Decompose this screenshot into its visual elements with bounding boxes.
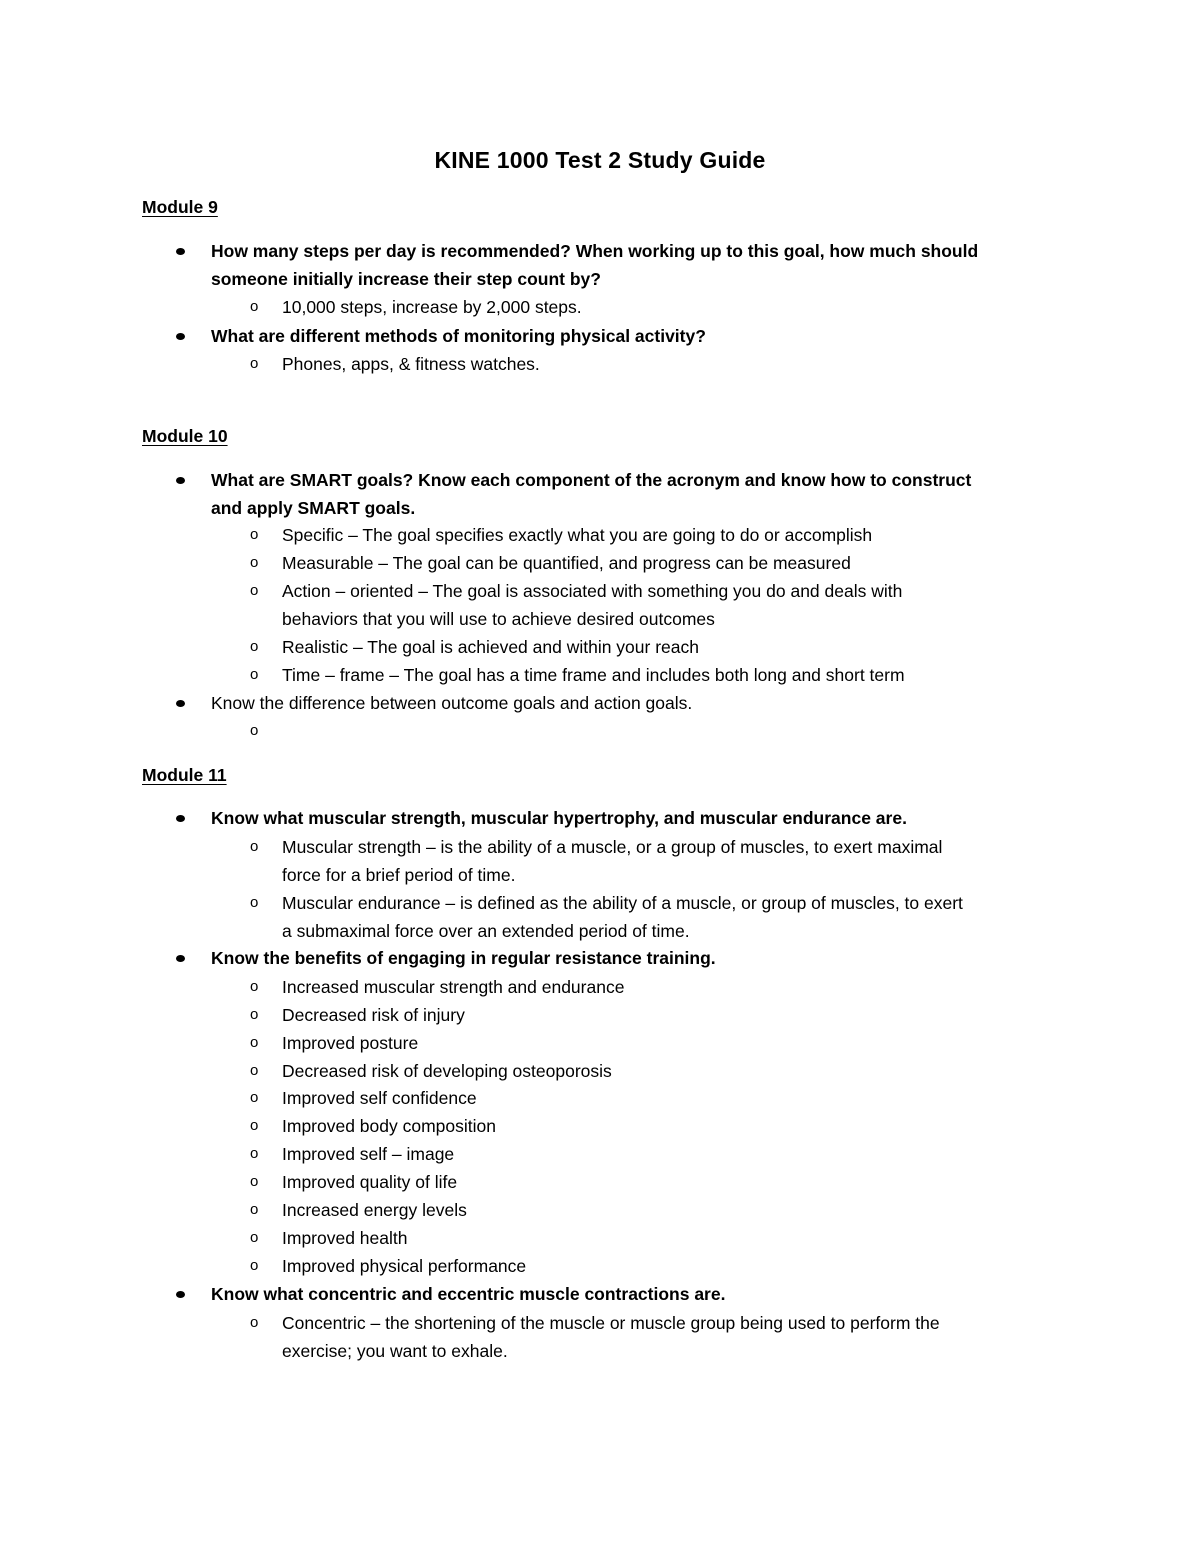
bullet-icon	[176, 815, 185, 822]
bullet-icon	[176, 955, 185, 962]
answer-text: Concentric – the shortening of the muscle or muscle group being used to perform the	[282, 1313, 940, 1333]
bullet-icon	[176, 700, 185, 707]
question-text: someone initially increase their step count by?	[211, 269, 601, 289]
module-heading: Module 9	[142, 197, 218, 217]
answer-text: Muscular strength – is the ability of a muscle, or a group of muscles, to exert maximal	[282, 837, 943, 857]
bullet-icon	[176, 333, 185, 340]
question-text: Know what concentric and eccentric muscle contractions are.	[211, 1284, 726, 1304]
sub-bullet-icon: o	[250, 1145, 259, 1162]
answer-text: Decreased risk of developing osteoporosis	[282, 1061, 612, 1081]
question-text: and apply SMART goals.	[211, 498, 416, 518]
answer-text: Improved body composition	[282, 1116, 496, 1136]
sub-bullet-icon: o	[250, 838, 259, 855]
sub-bullet-icon: o	[250, 1034, 259, 1051]
sub-bullet-icon: o	[250, 666, 259, 683]
answer-text: Improved posture	[282, 1033, 419, 1053]
sub-bullet-icon: o	[250, 1062, 259, 1079]
answer-text: a submaximal force over an extended period of time.	[282, 921, 690, 941]
answer-text: Increased muscular strength and endurance	[282, 977, 625, 997]
answer-text: Improved self confidence	[282, 1088, 477, 1108]
sub-bullet-icon: o	[250, 1229, 259, 1246]
answer-text: Decreased risk of injury	[282, 1005, 465, 1025]
module-heading: Module 11	[142, 765, 227, 785]
sub-bullet-icon: o	[250, 1173, 259, 1190]
bullet-icon	[176, 1291, 185, 1298]
sub-bullet-icon: o	[250, 722, 259, 739]
question-text: What are different methods of monitoring physical activity?	[211, 326, 706, 346]
module-heading: Module 10	[142, 426, 228, 446]
answer-text: behaviors that you will use to achieve desired outcomes	[282, 609, 715, 629]
answer-text: Realistic – The goal is achieved and within your reach	[282, 637, 699, 657]
sub-bullet-icon: o	[250, 1257, 259, 1274]
answer-text: force for a brief period of time.	[282, 865, 516, 885]
sub-bullet-icon: o	[250, 1006, 259, 1023]
answer-text: Improved self – image	[282, 1144, 455, 1164]
answer-text: exercise; you want to exhale.	[282, 1341, 508, 1361]
answer-text: Phones, apps, & fitness watches.	[282, 354, 540, 374]
sub-bullet-icon: o	[250, 894, 259, 911]
sub-bullet-icon: o	[250, 554, 259, 571]
answer-text: Improved health	[282, 1228, 408, 1248]
bullet-icon	[176, 477, 185, 484]
question-text: Know the difference between outcome goals and action goals.	[211, 693, 693, 713]
answer-text: Specific – The goal specifies exactly what you are going to do or accomplish	[282, 525, 873, 545]
sub-bullet-icon: o	[250, 638, 259, 655]
answer-text: Improved physical performance	[282, 1256, 527, 1276]
question-text: What are SMART goals? Know each component of the acronym and know how to construct	[211, 470, 972, 490]
sub-bullet-icon: o	[250, 526, 259, 543]
question-text: Know the benefits of engaging in regular resistance training.	[211, 948, 716, 968]
sub-bullet-icon: o	[250, 355, 259, 372]
sub-bullet-icon: o	[250, 582, 259, 599]
answer-text: Measurable – The goal can be quantified, and progress can be measured	[282, 553, 851, 573]
answer-text: 10,000 steps, increase by 2,000 steps.	[282, 297, 582, 317]
question-text: How many steps per day is recommended? When working up to this goal, how much should	[211, 241, 979, 261]
sub-bullet-icon: o	[250, 298, 259, 315]
sub-bullet-icon: o	[250, 1089, 259, 1106]
answer-text: Time – frame – The goal has a time frame and includes both long and short term	[282, 665, 905, 685]
sub-bullet-icon: o	[250, 1314, 259, 1331]
answer-text: Action – oriented – The goal is associated with something you do and deals with	[282, 581, 903, 601]
question-text: Know what muscular strength, muscular hypertrophy, and muscular endurance are.	[211, 808, 907, 828]
bullet-icon	[176, 248, 185, 255]
sub-bullet-icon: o	[250, 978, 259, 995]
answer-text: Muscular endurance – is defined as the ability of a muscle, or group of muscles, to exert	[282, 893, 963, 913]
sub-bullet-icon: o	[250, 1117, 259, 1134]
answer-text: Increased energy levels	[282, 1200, 467, 1220]
answer-text: Improved quality of life	[282, 1172, 458, 1192]
sub-bullet-icon: o	[250, 1201, 259, 1218]
document-title: KINE 1000 Test 2 Study Guide	[434, 147, 766, 173]
